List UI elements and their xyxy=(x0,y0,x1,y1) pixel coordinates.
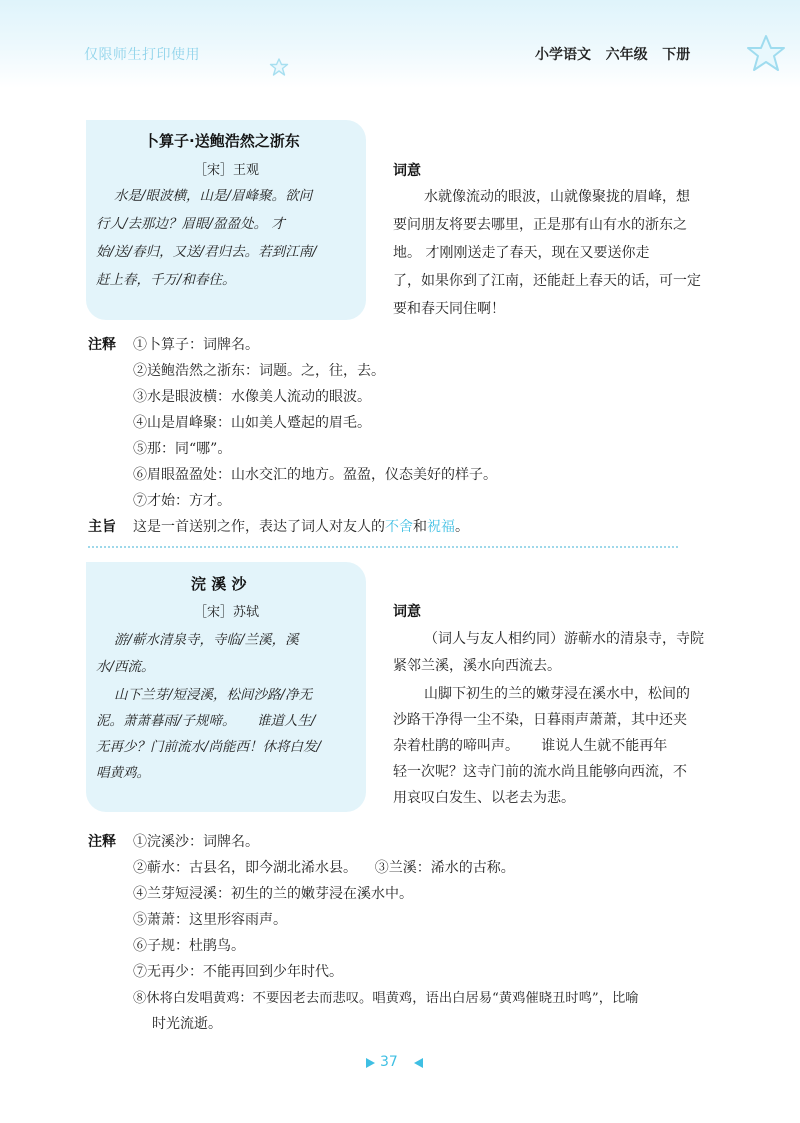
translation-line: 了，如果你到了江南，还能赶上春天的话，可一定 xyxy=(393,273,701,289)
poem-title-2: 浣 溪 沙 xyxy=(191,575,247,593)
translation-line: 轻一次呢？这寺门前的流水尚且能够向西流，不 xyxy=(393,764,687,780)
translation-line: 水就像流动的眼波，山就像聚拢的眉峰，想 xyxy=(424,189,690,205)
note-item: ⑦才始：方才。 xyxy=(133,493,231,509)
section-divider xyxy=(88,546,678,548)
translation-line: 紧邻兰溪，溪水向西流去。 xyxy=(393,658,561,674)
note-item: ③水是眼波横：水像美人流动的眼波。 xyxy=(133,389,371,405)
note-item: ⑧休将白发唱黄鸡：不要因老去而悲叹。唱黄鸡，语出白居易“黄鸡催晓丑时鸣”，比喻 xyxy=(133,991,639,1006)
poem-line: 水/西流。 xyxy=(96,659,155,675)
poem-author-2: ［宋］苏轼 xyxy=(194,605,260,620)
poem-author-1: ［宋］王观 xyxy=(194,163,260,178)
page-arrow-left-icon xyxy=(366,1058,375,1068)
note-item: ②蕲水：古县名，即今湖北浠水县。 ③兰溪：浠水的古称。 xyxy=(133,860,515,876)
poem-line: 游/蕲水清泉寺，寺临/兰溪，溪 xyxy=(114,632,299,648)
notes-label-2: 注释 xyxy=(88,834,116,850)
theme-prefix: 这是一首送别之作，表达了词人对友人的 xyxy=(133,519,385,535)
theme-highlight-2: 祝福 xyxy=(427,519,455,535)
note-item: ④兰芽短浸溪：初生的兰的嫩芽浸在溪水中。 xyxy=(133,886,413,902)
translation-heading-2: 词意 xyxy=(393,604,421,620)
star-icon xyxy=(744,34,788,74)
translation-line: 杂着杜鹃的啼叫声。 谁说人生就不能再年 xyxy=(393,738,668,754)
notes-label-1: 注释 xyxy=(88,337,116,353)
poem-line: 始/送/春归，又送/君归去。若到江南/ xyxy=(96,244,317,260)
note-item: ⑤萧萧：这里形容雨声。 xyxy=(133,912,287,928)
note-item: ④山是眉峰聚：山如美人蹙起的眉毛。 xyxy=(133,415,371,431)
watermark-text: 仅限师生打印使用 xyxy=(84,47,200,63)
theme-label: 主旨 xyxy=(88,519,116,535)
translation-line: 沙路干净得一尘不染，日暮雨声萧萧，其中还夹 xyxy=(393,712,687,728)
poem-line: 行人/去那边？眉眼/盈盈处。 才 xyxy=(96,216,285,232)
poem-line: 赶上春，千万/和春住。 xyxy=(96,272,236,288)
translation-line: 用哀叹白发生、以老去为悲。 xyxy=(393,790,575,806)
theme-suffix: 。 xyxy=(455,519,469,535)
poem-title-1: 卜算子·送鲍浩然之浙东 xyxy=(144,132,300,150)
star-icon-small xyxy=(269,58,289,76)
poem-line: 泥。萧萧暮雨/子规啼。 谁道人生/ xyxy=(96,713,316,729)
note-item: 时光流逝。 xyxy=(152,1016,222,1032)
note-item: ⑥眉眼盈盈处：山水交汇的地方。盈盈，仪态美好的样子。 xyxy=(133,467,497,483)
theme-mid: 和 xyxy=(413,519,427,535)
translation-line: 要问朋友将要去哪里，正是那有山有水的浙东之 xyxy=(393,217,687,233)
translation-line: 山脚下初生的兰的嫩芽浸在溪水中，松间的 xyxy=(424,686,690,702)
poem-line: 唱黄鸡。 xyxy=(96,765,150,781)
note-item: ⑤那：同“哪”。 xyxy=(133,441,232,457)
note-item: ②送鲍浩然之浙东：词题。之，往，去。 xyxy=(133,363,385,379)
poem-line: 山下兰芽/短浸溪，松间沙路/净无 xyxy=(114,687,313,703)
page-arrow-right-icon xyxy=(414,1058,423,1068)
note-item: ⑦无再少：不能再回到少年时代。 xyxy=(133,964,343,980)
page-number: 37 xyxy=(380,1054,398,1070)
note-item: ①卜算子：词牌名。 xyxy=(133,337,259,353)
translation-line: （词人与友人相约同）游蕲水的清泉寺，寺院 xyxy=(424,631,704,647)
theme-highlight-1: 不舍 xyxy=(385,519,413,535)
translation-line: 地。 才刚刚送走了春天，现在又要送你走 xyxy=(393,245,650,261)
note-item: ①浣溪沙：词牌名。 xyxy=(133,834,259,850)
translation-line: 要和春天同住啊！ xyxy=(393,301,505,317)
theme-text xyxy=(133,516,469,536)
book-info: 小学语文 六年级 下册 xyxy=(535,47,691,63)
note-item: ⑥子规：杜鹃鸟。 xyxy=(133,938,245,954)
translation-heading-1: 词意 xyxy=(393,163,421,179)
poem-line: 无再少？门前流水/尚能西！休将白发/ xyxy=(96,739,322,755)
poem-line: 水是/眼波横，山是/眉峰聚。欲问 xyxy=(114,188,313,204)
